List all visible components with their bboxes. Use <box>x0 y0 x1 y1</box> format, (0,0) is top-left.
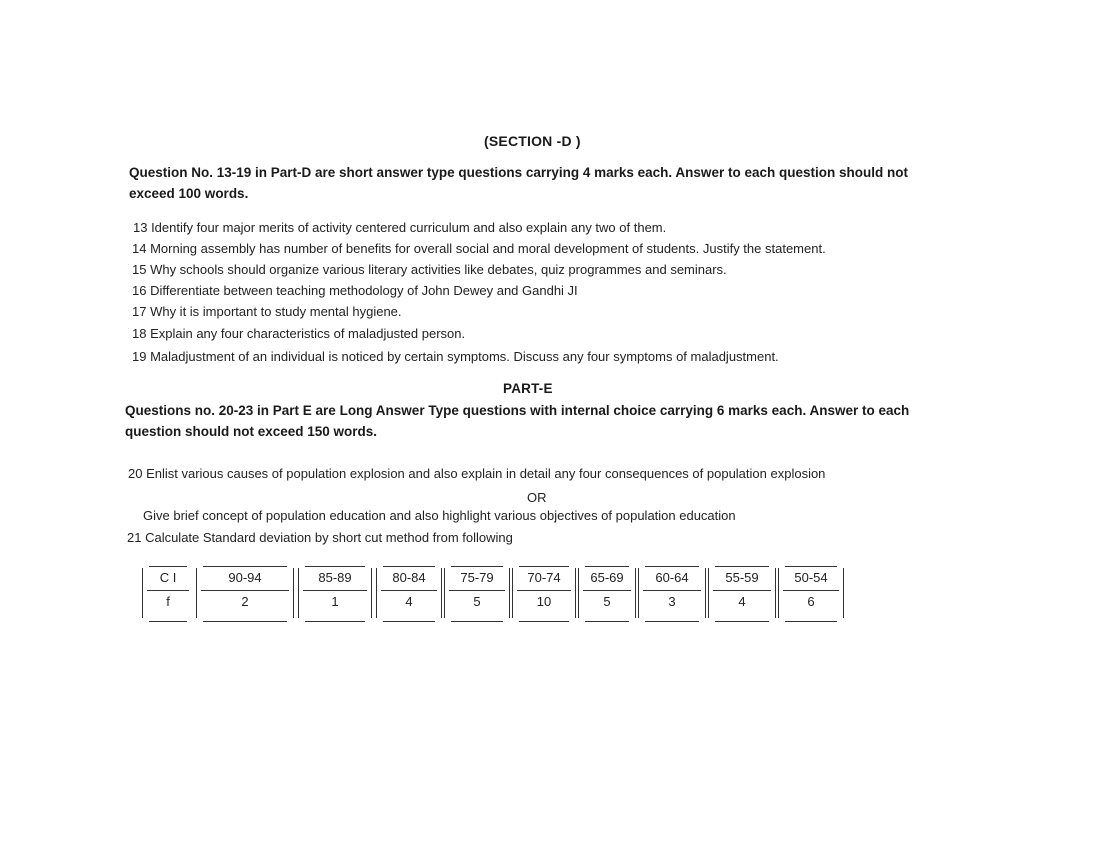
question-15: 15 Why schools should organize various literary activities like debates, quiz programmes and seminars. <box>132 262 727 277</box>
class-interval: 80-84 <box>392 570 426 585</box>
question-17: 17 Why it is important to study mental hygiene. <box>132 304 402 319</box>
class-interval: 85-89 <box>318 570 352 585</box>
class-interval: 50-54 <box>794 570 828 585</box>
frequency-label: f <box>166 594 170 609</box>
class-interval: 55-59 <box>725 570 759 585</box>
table-column <box>444 568 510 618</box>
question-13: 13 Identify four major merits of activity centered curriculum and also explain any two of them. <box>133 220 667 235</box>
question-21: 21 Calculate Standard deviation by short cut method from following <box>127 530 513 545</box>
frequency-value: 2 <box>241 594 249 609</box>
frequency-value: 4 <box>738 594 746 609</box>
question-14: 14 Morning assembly has number of benefits for overall social and moral development of students. Justify the statement. <box>132 241 826 256</box>
frequency-value: 1 <box>331 594 339 609</box>
table-column <box>638 568 706 618</box>
table-column <box>298 568 372 618</box>
table-label-column <box>142 568 193 618</box>
part-e-instructions: Questions no. 20-23 in Part E are Long Answer Type questions with internal choice carrying 6 marks each. Answer to each question should not exceed 150 words. <box>125 403 910 439</box>
frequency-table <box>138 568 848 626</box>
class-interval: 75-79 <box>460 570 494 585</box>
frequency-value: 3 <box>668 594 676 609</box>
part-e-heading: PART-E <box>503 381 553 396</box>
class-interval-label: C I <box>159 570 177 585</box>
question-20-alternative: Give brief concept of population education and also highlight various objectives of population education <box>143 508 736 523</box>
table-column <box>708 568 776 618</box>
question-19: 19 Maladjustment of an individual is noticed by certain symptoms. Discuss any four symptoms of maladjustment. <box>132 349 779 364</box>
table-column <box>778 568 844 618</box>
frequency-value: 10 <box>536 594 552 609</box>
class-interval: 90-94 <box>228 570 262 585</box>
table-column <box>376 568 442 618</box>
table-column <box>578 568 636 618</box>
or-label: OR <box>527 490 547 505</box>
frequency-value: 5 <box>603 594 611 609</box>
question-16: 16 Differentiate between teaching methodology of John Dewey and Gandhi JI <box>132 283 578 298</box>
question-20: 20 Enlist various causes of population explosion and also explain in detail any four consequences of population explosion <box>128 466 826 481</box>
frequency-value: 4 <box>405 594 413 609</box>
table-column <box>196 568 294 618</box>
section-d-instructions: Question No. 13-19 in Part-D are short answer type questions carrying 4 marks each. Answer to each question should not exceed 100 words. <box>129 165 908 201</box>
class-interval: 60-64 <box>655 570 689 585</box>
class-interval: 65-69 <box>590 570 624 585</box>
question-18: 18 Explain any four characteristics of maladjusted person. <box>132 326 466 341</box>
frequency-value: 5 <box>473 594 481 609</box>
frequency-value: 6 <box>807 594 815 609</box>
table-column <box>512 568 576 618</box>
class-interval: 70-74 <box>527 570 561 585</box>
section-d-heading: (SECTION -D ) <box>484 133 581 149</box>
